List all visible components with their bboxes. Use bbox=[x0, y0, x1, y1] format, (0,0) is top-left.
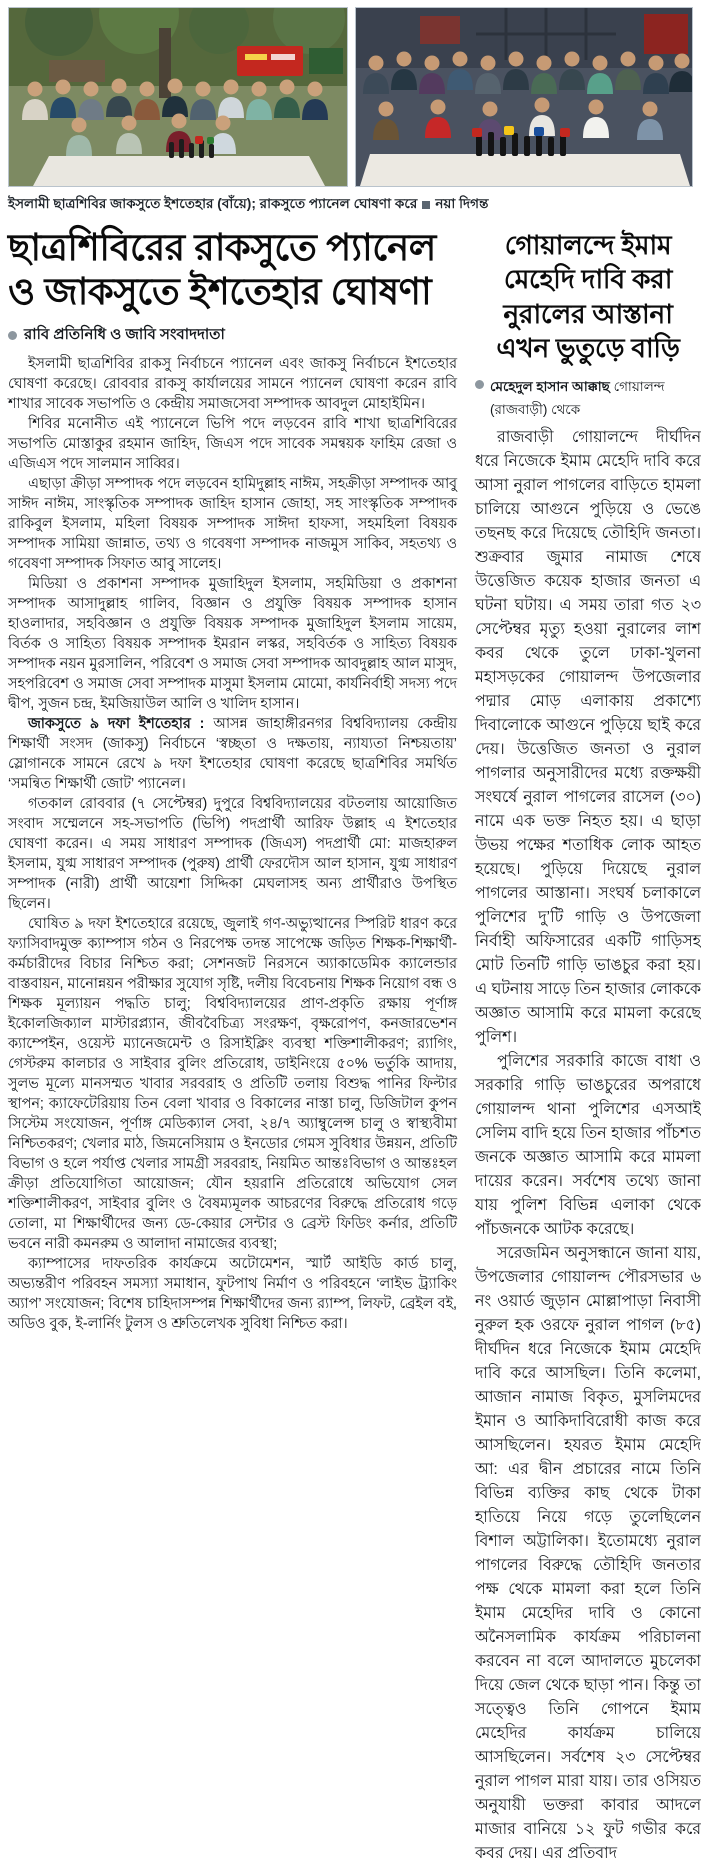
paragraph: রাজবাড়ী গোয়ালন্দে দীর্ঘদিন ধরে নিজেকে ইমাম মেহেদি দাবি করে আসা নুরাল পাগলের বাড়িতে হামলা চালিয়ে আগুনে পুড়িয়ে ও ভেঙে তছনছ করে দিয়েছে তৌহিদি জনতা। শুক্রবার জুমার নামাজ শেষে উত্তেজিত কয়েক হাজার জনতা এ ঘটনা ঘটায়। এ সময় তারা গত ২৩ সেপ্টেম্বর মৃত্যু হওয়া নুরালের লাশ কবর থেকে তুলে ঢাকা-খুলনা মহাসড়কের গোয়ালন্দ উপজেলার পদ্মার মোড় এলাকায় প্রকাশ্যে দিবালোকে আগুনে পুড়িয়ে ছাই করে দেয়। উত্তেজিত জনতা ও নুরাল পাগলার অনুসারীদের মধ্যে রক্তক্ষয়ী সংঘর্ষে নুরাল পাগলের রাসেল (৩০) নামে এক ভক্ত নিহত হয়। এ ছাড়া উভয় পক্ষের শতাধিক লোক আহত হয়েছে। পুড়িয়ে দিয়েছে নুরাল পাগলের আস্তানা। সংঘর্ষ চলাকালে পুলিশের দু’টি গাড়ি ও উপজেলা নির্বাহী অফিসারের একটি গাড়িসহ মোট তিনটি গাড়ি ভাঙচুর করা হয়। এ ঘটনায় সাড়ে তিন হাজার লোককে অজ্ঞাত আসামি করে মামলা করেছে পুলিশ। bbox=[475, 428, 701, 1046]
right-article-byline bbox=[475, 376, 701, 422]
byline-bullet-icon bbox=[475, 380, 484, 389]
paragraph: ঘোষিত ৯ দফা ইশতেহারে রয়েছে, জুলাই গণ-অভ্যুত্থানের স্পিরিট ধারণ করে ফ্যাসিবাদমুক্ত ক্যাম্পাস গঠন ও নিরপেক্ষ তদন্ত সাপেক্ষে জড়িত শিক্ষক-শিক্ষার্থী-কর্মচারীদের বিচার নিশ্চিত করা; সেশনজট নিরসনে অ্যাকাডেমিক ক্যালেন্ডার বাস্তবায়ন, মানোন্নয়ন পরীক্ষার সুযোগ সৃষ্টি, দলীয় বিবেচনায় শিক্ষক নিয়োগ বন্ধ ও শিক্ষক মূল্যায়ন পদ্ধতি চালু; বিশ্ববিদ্যালয়ের প্রাণ-প্রকৃতি রক্ষায় পূর্ণাঙ্গ ইকোলজিক্যাল মাস্টারপ্ল্যান, জীববৈচিত্র্য সংরক্ষণ, বৃক্ষরোপণ, কনজারভেশন ক্যাম্পেইন, ওয়েস্ট ম্যানেজমেন্ট ও রিসাইক্লিং ব্যবস্থা শক্তিশালীকরণ; র‍্যাগিং, গেস্টরুম কালচার ও সাইবার বুলিং প্রতিরোধ, ডাইনিংয়ে ৫০% ভর্তুকি আদায়, সুলভ মূল্যে মানসম্মত খাবার সরবরাহ ও প্রতিটি তলায় বিশুদ্ধ পানির ফিল্টার স্থাপন; ক্যাফেটেরিয়ায় তিন বেলা খাবার ও বিকালের নাস্তা চালু, ডিজিটাল কুপন সিস্টেম সংযোজন, পূর্ণাঙ্গ মেডিক্যাল সেবা, ২৪/৭ অ্যাম্বুলেন্স চালু ও স্বাস্থ্যবীমা নিশ্চিতকরণ; খেলার মাঠ, জিমনেসিয়াম ও ইনডোর গেমস সুবিধার উন্নয়ন, প্রতিটি বিভাগ ও হলে পর্যাপ্ত খেলার সামগ্রী সরবরাহ, নিয়মিত আন্তঃবিভাগ ও আন্তঃহল ক্রীড়া প্রতিযোগিতা আয়োজন; যৌন হয়রানি প্রতিরোধে অভিযোগ সেল শক্তিশালীকরণ, সাইবার বুলিং ও বৈষম্যমূলক আচরণের বিরুদ্ধে প্রতিরোধ গড়ে তোলা, মা শিক্ষার্থীদের জন্য ডে-কেয়ার সেন্টার ও ব্রেস্ট ফিডিং কর্নার, প্রতিটি ভবনে নারী কমনরুম ও আলাদা নামাজের ব্যবস্থা; bbox=[8, 916, 457, 1253]
photo-caption bbox=[8, 193, 693, 216]
left-article-byline bbox=[8, 323, 457, 348]
credit-square-icon bbox=[422, 201, 430, 209]
left-article-body bbox=[8, 354, 457, 1334]
indoor-press-conference-illustration bbox=[356, 8, 694, 186]
paragraph: সরেজমিন অনুসন্ধানে জানা যায়, উপজেলার গোয়ালন্দ পৌরসভার ৬ নং ওয়ার্ড জুড়ান মোল্লাপাড়া নিবাসী নুরুল হক ওরফে নুরাল পাগল (৮৫) দীর্ঘদিন ধরে নিজেকে ইমাম মেহেদি দাবি করে আসছিল। তিনি কলেমা, আজান নামাজ বিকৃত, মুসলিমদের ইমান ও আকিদাবিরোধী কাজ করে আসছিলেন। হযরত ইমাম মেহেদি আ: এর দ্বীন প্রচারের নামে তিনি বিভিন্ন ব্যক্তির কাছ থেকে টাকা হাতিয়ে নিয়ে গড়ে তুলেছিলেন বিশাল অট্টালিকা। ইতোমধ্যে নুরাল পাগলের বিরুদ্ধে তৌহিদি জনতার পক্ষ থেকে মামলা করা হলে তিনি ইমাম মেহেদির দাবি ও কোনো অনৈসলামিক কার্যক্রম পরিচালনা করবেন না বলে আদালতে মুচলেকা দিয়ে জেল থেকে ছাড়া পান। কিন্তু তা সত্ত্বেও তিনি গোপনে ইমাম মেহেদির কার্যক্রম চালিয়ে আসছিলেন। সর্বশেষ ২৩ সেপ্টেম্বর নুরাল পাগল মারা যায়। তার ওসিয়ত অনুযায়ী ভক্তরা কাবার আদলে মাজার বানিয়ে ১২ ফুট গভীর করে কবর দেয়। এর প্রতিবাদ bbox=[475, 1244, 701, 1862]
right-byline-name: মেহেদুল হাসান আক্কাছ bbox=[490, 378, 610, 394]
section-lead: জাকসুতে ৯ দফা ইশতেহার : bbox=[28, 716, 205, 733]
paragraph: ক্যাম্পাসের দাফতরিক কার্যক্রমে অটোমেশন, স্মার্ট আইডি কার্ড চালু, অভ্যন্তরীণ পরিবহন সমস্যা সমাধান, ফুটপাথ নির্মাণ ও পরিবহনে ‘লাইভ ট্র্যাকিং অ্যাপ’ সংযোজন; বিশেষ চাহিদাসম্পন্ন শিক্ষার্থীদের জন্য র‍্যাম্প, লিফট, ব্রেইল বই, অডিও বুক, ই-লার্নিং টুলস ও শ্রুতিলেখক সুবিধা নিশ্চিত করা। bbox=[8, 1256, 457, 1333]
section-text: আসন্ন জাহাঙ্গীরনগর বিশ্ববিদ্যালয় কেন্দ্রীয় শিক্ষার্থী সংসদ (জাকসু) নির্বাচনে ‘স্বচ্ছতা ও দক্ষতায়, ন্যায্যতা নিশ্চয়তায়’ স্লোগানকে সামনে রেখে ৯ দফা ইশতেহার ঘোষণা করেছে ছাত্রশিবির সমর্থিত ‘সমন্বিত শিক্ষার্থী জোট’ প্যানেল। bbox=[8, 716, 458, 793]
left-article-headline: ছাত্রশিবিরের রাকসুতে প্যানেল ও জাকসুতে ইশতেহার ঘোষণা bbox=[8, 227, 436, 312]
paragraph: এছাড়া ক্রীড়া সম্পাদক পদে লড়বেন হামিদুল্লাহ নাঈম, সহক্রীড়া সম্পাদক আবু সাঈদ নাঈম, সাংস্কৃতিক সম্পাদক জাহিদ হাসান জোহা, সহ সাংস্কৃতিক সম্পাদক রাকিবুল ইসলাম, মহিলা বিষয়ক সম্পাদক সাঈদা হাফসা, সহমহিলা বিষয়ক সম্পাদক সামিয়া জান্নাত, তথ্য ও গবেষণা সম্পাদক নাজমুস সাকিব, সহতথ্য ও গবেষণা সম্পাদক সিফাত আবু সালেহ। bbox=[8, 476, 457, 573]
paragraph: গতকাল রোববার (৭ সেপ্টেম্বর) দুপুরে বিশ্ববিদ্যালয়ের বটতলায় আয়োজিত সংবাদ সম্মেলনে সহ-সভাপতি (ভিপি) পদপ্রার্থী আরিফ উল্লাহ এ ইশতেহার ঘোষণা করেন। এ সময় সাধারণ সম্পাদক (জিএস) পদপ্রার্থী মো: মাজহারুল ইসলাম, যুগ্ম সাধারণ সম্পাদক (পুরুষ) প্রার্থী ফেরদৌস আল হাসান, যুগ্ম সাধারণ সম্পাদক (নারী) প্রার্থী আয়েশা সিদ্দিকা মেঘলাসহ অন্য প্রার্থীরাও উপস্থিত ছিলেন। bbox=[8, 796, 457, 913]
paragraph-with-section-lead bbox=[8, 714, 457, 794]
photo-row bbox=[8, 7, 693, 187]
paragraph: ইসলামী ছাত্রশিবির রাকসু নির্বাচনে প্যানেল এবং জাকসু নির্বাচনে ইশতেহার ঘোষণা করেছে। রোববার রাকসু কার্যালয়ের সামনে প্যানেল ঘোষণা করেন রাবি শাখার সাবেক সভাপতি ও কেন্দ্রীয় সমাজসেবা সম্পাদক আবদুল মোহাইমিন। bbox=[8, 356, 457, 413]
right-article-headline: গোয়ালন্দে ইমাম মেহেদি দাবি করা নুরালের আস্তানা এখন ভুতুড়ে বাড়ি bbox=[496, 230, 680, 364]
article-columns bbox=[8, 224, 701, 1866]
outdoor-press-conference-illustration bbox=[9, 8, 348, 186]
article-goalanda-imam-mehedi bbox=[475, 224, 701, 1866]
right-byline-location: গোয়ালন্দ (রাজবাড়ী) থেকে bbox=[490, 378, 665, 417]
photo-caption-credit: নয়া দিগন্ত bbox=[435, 196, 489, 211]
byline-bullet-icon bbox=[8, 331, 17, 340]
right-article-body bbox=[475, 426, 701, 1866]
left-byline-text: রাবি প্রতিনিধি ও জাবি সংবাদদাতা bbox=[24, 326, 225, 344]
right-byline-text bbox=[490, 376, 701, 422]
paragraph: শিবির মনোনীত এই প্যানেলে ভিপি পদে লড়বেন রাবি শাখা ছাত্রশিবিরের সভাপতি মোস্তাকুর রহমান জাহিদ, জিএস পদে সাবেক সমন্বয়ক ফাহিম রেজা ও এজিএস পদে সালমান সাব্বির। bbox=[8, 416, 457, 473]
photo-outdoor-press-conference bbox=[8, 7, 348, 187]
photo-caption-text: ইসলামী ছাত্রশিবির জাকসুতে ইশতেহার (বাঁয়ে); রাকসুতে প্যানেল ঘোষণা করে bbox=[8, 196, 418, 211]
paragraph: মিডিয়া ও প্রকাশনা সম্পাদক মুজাহিদুল ইসলাম, সহমিডিয়া ও প্রকাশনা সম্পাদক আসাদুল্লাহ গালিব, বিজ্ঞান ও প্রযুক্তি বিষয়ক সম্পাদক হাসান হাওলাদার, সহবিজ্ঞান ও প্রযুক্তি বিষয়ক সম্পাদক মুজাহিদুল ইসলাম সায়েম, বির্তক ও সাহিত্য বিষয়ক সম্পাদক ইমরান লস্কর, সহবির্তক ও সাহিত্য বিষয়ক সম্পাদক নয়ন মুরসালিন, পরিবেশ ও সমাজ সেবা সম্পাদক আবদুল্লাহ আল মাসুদ, সহপরিবেশ ও সমাজ সেবা সম্পাদক মাসুমা ইসলাম মোমো, কার্যনির্বাহী সদস্য পদে দ্বীপ, সুজন চন্দ্র, ইমজিয়াউল আলি ও খালিদ হাসান। bbox=[8, 576, 457, 713]
paragraph: পুলিশের সরকারি কাজে বাধা ও সরকারি গাড়ি ভাঙচুরের অপরাধে গোয়ালন্দ থানা পুলিশের এসআই সেলিম বাদি হয়ে তিন হাজার পাঁচশত জনকে অজ্ঞাত আসামি করে মামলা দায়ের করেন। সর্বশেষ তথ্যে জানা যায় পুলিশ বিভিন্ন এলাকা থেকে পাঁচজনকে আটক করেছে। bbox=[475, 1052, 701, 1238]
photo-indoor-press-conference bbox=[355, 7, 694, 187]
article-shibir-panel bbox=[8, 224, 457, 1866]
